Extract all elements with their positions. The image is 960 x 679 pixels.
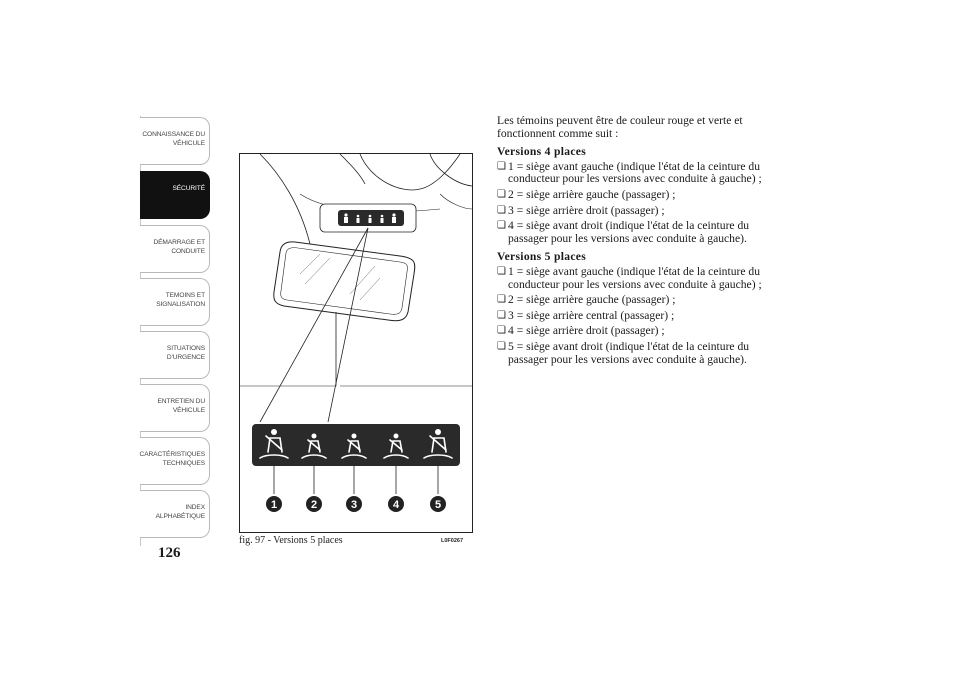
tab-label: CONNAISSANCE DU VÉHICULE	[142, 131, 205, 147]
badge-3: 3	[350, 499, 358, 511]
badge-1: 1	[270, 499, 278, 511]
content-column	[497, 115, 787, 372]
seatbelt-indicator-panel	[252, 424, 460, 466]
list-5-places	[497, 266, 787, 366]
tab-demarrage-et-conduite[interactable]	[140, 225, 210, 273]
badge-2: 2	[310, 499, 318, 511]
list-item: ❏ 3 = siège arrière droit (passager) ;	[497, 205, 787, 218]
badge-4: 4	[392, 499, 400, 511]
list-item: ❏ 4 = siège avant droit (indique l'état de la ceinture du passager pour les versions avec conduite à gauche).	[497, 220, 787, 245]
dashboard-outline	[360, 154, 460, 190]
list-4-places	[497, 161, 787, 246]
list-item: ❏ 2 = siège arrière gauche (passager) ;	[497, 189, 787, 202]
page-number: 126	[158, 545, 181, 561]
list-item: ❏ 3 = siège arrière central (passager) ;	[497, 310, 787, 323]
intro-paragraph: Les témoins peuvent être de couleur rouge et verte et fonctionnent comme suit :	[497, 114, 743, 140]
tab-label: CARACTÉRISTIQUES TECHNIQUES	[139, 451, 205, 467]
list-item: ❏ 1 = siège avant gauche (indique l'état de la ceinture du conducteur pour les versions avec conduite à gauche) ;	[497, 266, 787, 291]
number-badges	[266, 496, 446, 512]
tab-label: INDEX ALPHABÉTIQUE	[155, 504, 205, 520]
dashboard-outline	[440, 194, 472, 209]
tab-caracteristiques-techniques[interactable]	[140, 437, 210, 485]
tab-label: TEMOINS ET SIGNALISATION	[156, 292, 205, 308]
dashboard-outline	[340, 154, 365, 184]
section-heading-4-places: Versions 4 places	[497, 145, 587, 159]
tab-securite[interactable]	[140, 171, 210, 219]
tab-label: ENTRETIEN DU VÉHICULE	[157, 398, 205, 414]
tab-entretien-du-vehicule[interactable]	[140, 384, 210, 432]
figure-caption: fig. 97 - Versions 5 places	[239, 535, 343, 546]
tab-label: DÉMARRAGE ET CONDUITE	[153, 239, 205, 255]
dashboard-illustration	[240, 154, 472, 532]
tab-label: SÉCURITÉ	[172, 185, 205, 192]
figure-code: L0F0267	[441, 538, 464, 544]
rear-view-mirror	[274, 242, 415, 321]
tab-situations-d-urgence[interactable]	[140, 331, 210, 379]
list-item: ❏ 2 = siège arrière gauche (passager) ;	[497, 294, 787, 307]
tab-label: SITUATIONS D'URGENCE	[166, 345, 205, 361]
figure-seatbelt-indicators	[239, 153, 473, 533]
list-item: ❏ 5 = siège avant droit (indique l'état de la ceinture du passager pour les versions avec conduite à gauche).	[497, 341, 787, 366]
tab-index-alphabetique[interactable]	[140, 490, 210, 538]
tab-temoins-et-signalisation[interactable]	[140, 278, 210, 326]
badge-leaders	[274, 466, 438, 494]
list-item: ❏ 4 = siège arrière droit (passager) ;	[497, 325, 787, 338]
badge-5: 5	[434, 499, 442, 511]
tab-connaissance-du-vehicule[interactable]	[140, 117, 210, 165]
section-heading-5-places: Versions 5 places	[497, 250, 587, 264]
list-item: ❏ 1 = siège avant gauche (indique l'état de la ceinture du conducteur pour les versions avec conduite à gauche) ;	[497, 161, 787, 186]
